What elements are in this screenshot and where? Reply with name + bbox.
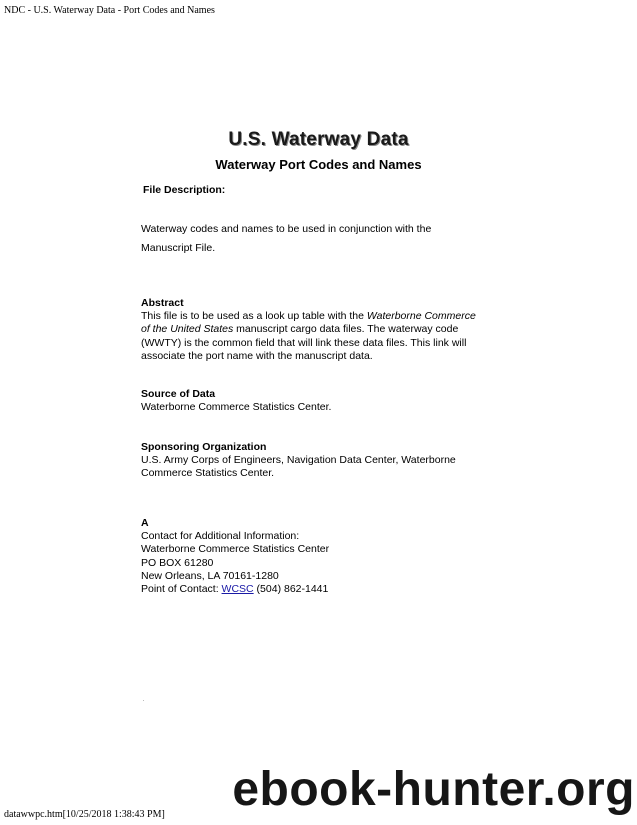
sponsor-section <box>141 441 481 481</box>
abstract-section <box>141 297 481 363</box>
page-title-logo: U.S. Waterway Data <box>228 129 409 150</box>
poc-phone: (504) 862-1441 <box>253 583 329 596</box>
abstract-text <box>141 310 481 363</box>
sponsor-heading: Sponsoring Organization <box>141 441 267 453</box>
abstract-text-start: This file is to be used as a look up table with the <box>141 310 367 323</box>
page-subtitle: Waterway Port Codes and Names <box>215 157 422 172</box>
watermark: ebook-hunter.org <box>232 763 635 816</box>
contact-line-3: PO BOX 61280 <box>141 556 214 569</box>
print-header: NDC - U.S. Waterway Data - Port Codes and Names <box>4 5 215 16</box>
file-description-text: Waterway codes and names to be used in conjunction with the Manuscript File. <box>141 223 432 254</box>
sponsor-text: U.S. Army Corps of Engineers, Navigation Data Center, Waterborne Commerce Statistics Center. <box>141 454 456 480</box>
abstract-text-italic: Waterborne Commerce of the United States <box>141 310 476 336</box>
contact-line-2: Waterborne Commerce Statistics Center <box>141 543 330 556</box>
contact-line-4: New Orleans, LA 70161-1280 <box>141 569 279 582</box>
contact-section <box>141 517 481 596</box>
stray-dot <box>143 700 144 701</box>
source-text: Waterborne Commerce Statistics Center. <box>141 401 332 414</box>
abstract-heading: Abstract <box>141 297 184 309</box>
file-description-label: File Description: <box>143 184 226 196</box>
source-heading: Source of Data <box>141 388 216 400</box>
source-section <box>141 388 481 414</box>
wcsc-link[interactable]: WCSC <box>221 583 254 596</box>
point-of-contact <box>141 583 481 596</box>
poc-label: Point of Contact: <box>141 583 222 596</box>
print-footer: datawwpc.htm[10/25/2018 1:38:43 PM] <box>4 809 165 820</box>
contact-heading: A <box>141 517 149 529</box>
abstract-text-end: manuscript cargo data files. The waterway code (WWTY) is the common field that will link these data files. This link will associate the port name with the manuscript data. <box>141 323 467 362</box>
contact-line-1: Contact for Additional Information: <box>141 530 300 543</box>
